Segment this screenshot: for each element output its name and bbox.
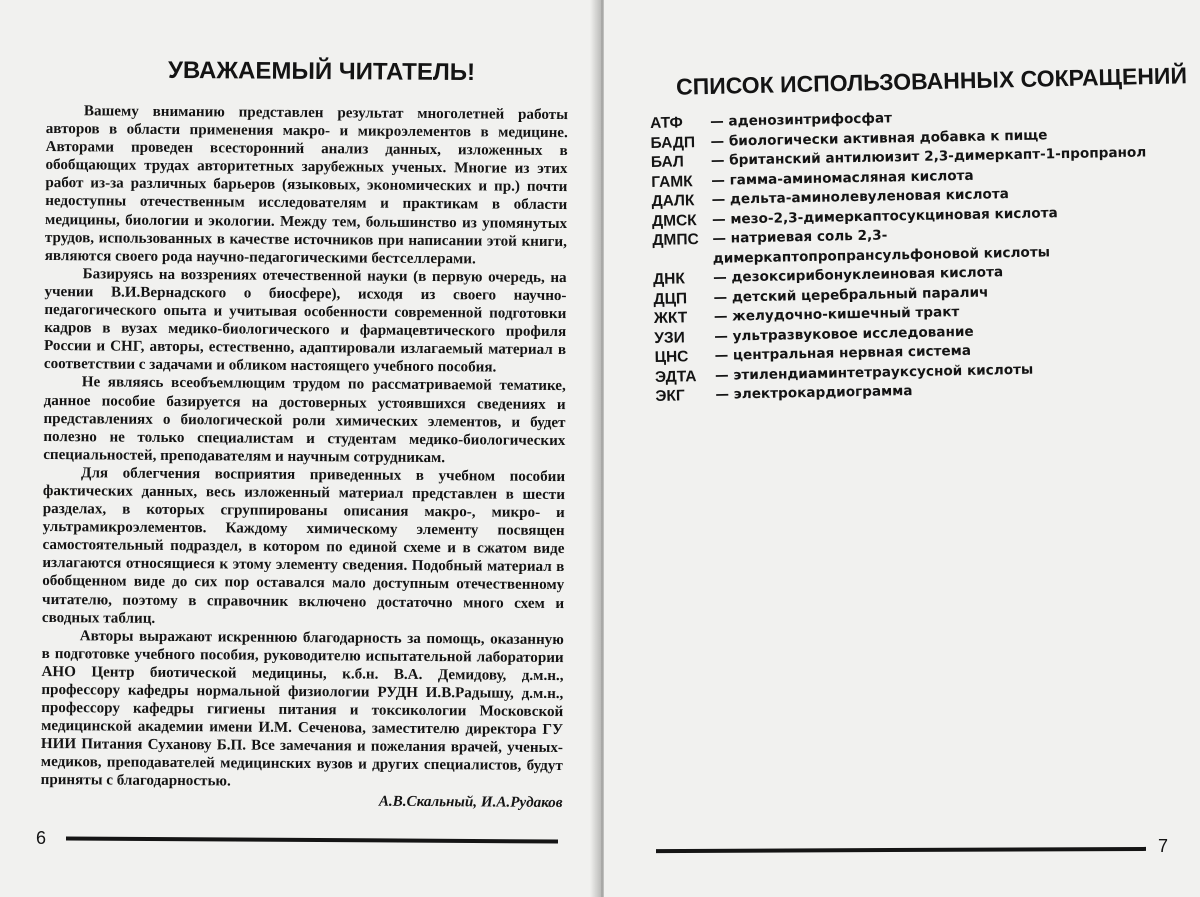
left-page-heading: УВАЖАЕМЫЙ ЧИТАТЕЛЬ!: [167, 56, 476, 87]
abbreviation-definition: — дезоксирибонуклеиновая кислота: [713, 264, 1004, 286]
abbreviation-definition: — детский церебральный паралич: [713, 284, 989, 306]
abbreviation-term: УЗИ: [654, 328, 685, 347]
abbreviation-definition: — центральная нервная система: [714, 342, 972, 364]
abbreviation-term: ДАЛК: [651, 192, 695, 210]
right-page-heading: СПИСОК ИСПОЛЬЗОВАННЫХ СОКРАЩЕНИЙ: [675, 62, 1188, 100]
preface-paragraph: Авторы выражают искреннюю благодарность за помощь, оказанную в подготовке учебного пособия, руководителю испытательной лаборатории АНО Центр биотической медицины, к.б.н. В.А. Демидову, д.м.н., профессору кафедры нормальной физиологии РУДН И.В.Радышу, д.м.н., профессору кафедры гигиены питания и токсикологии Московской медицинской академии имени И.М. Сеченова, заместителю директора ГУ НИИ Питания Суханову Б.П. Все замечания и пожелания врачей, ученых-медиков, преподавателей медицинских вузов и других специалистов, будут приняты с благодарностью.: [40, 628, 564, 790]
page-number-left: 6: [36, 828, 47, 848]
preface-text: [40, 102, 568, 812]
abbreviation-definition: — дельта-аминолевуленовая кислота: [711, 186, 1010, 208]
abbreviation-term: ДНК: [653, 270, 686, 288]
abbreviation-term: БАЛ: [650, 153, 684, 171]
abbreviation-definition: — британский антилюизит 2,3-димеркапт-1-пропранол: [710, 144, 1147, 169]
abbreviation-definition: — этилендиаминтетрауксусной кислоты: [714, 361, 1034, 384]
abbreviation-term: ЭКГ: [655, 387, 685, 405]
abbreviation-term: БАДП: [650, 133, 696, 152]
abbreviation-definition: — биологически активная добавка к пище: [710, 126, 1048, 150]
abbreviation-term: ДМСК: [651, 211, 697, 230]
abbreviation-list: [650, 104, 1156, 406]
abbreviation-term: ГАМК: [651, 172, 693, 191]
abbreviation-definition: — мезо-2,3-димеркаптосукциновая кислота: [711, 204, 1058, 228]
preface-paragraph: Для облегчения восприятия приведенных в учебном пособии фактических данных, весь изложенный материал представлен в шести разделах, в которых сгруппированы описания макро-, микро- и ультрамикроэлементов. Каждому химическому элементу посвящен самостоятельный подраздел, в котором по единой схеме и в сжатом виде излагаются относящиеся к этому элементу сведения. Подобный материал в обобщенном виде до сих пор оставался мало доступным отечественному читателю, поэтому в справочник включено достаточно много схем и сводных таблиц.: [41, 465, 566, 627]
preface-paragraph: Не являясь всеобъемлющим трудом по рассматриваемой тематике, данное пособие базируется на достоверных устоявшихся сведениях и представлениях о биологической роли химических элементов, и будет полезно не только специалистам и студентам медико-биологических специальностей, преподавателям и научным сотрудникам.: [43, 374, 566, 466]
authors-signature: А.В.Скальный, И.А.Рудаков: [378, 793, 563, 811]
abbreviation-definition: — натриевая соль 2,3-димеркаптопропрансульфоновой кислоты: [712, 227, 1051, 267]
abbreviation-term: ЭДТА: [654, 367, 697, 386]
abbreviation-term: ДЦП: [653, 289, 688, 308]
abbreviation-definition: — ультразвуковое исследование: [714, 323, 974, 345]
abbreviation-term: ЦНС: [654, 348, 689, 366]
abbreviation-definition: — аденозинтрифосфат: [710, 110, 893, 130]
page-number-right: 7: [1158, 836, 1169, 856]
abbreviation-term: ДМПС: [652, 231, 699, 249]
abbreviation-term: ЖКТ: [653, 309, 688, 327]
abbreviation-definition: — желудочно-кишечный тракт: [713, 304, 960, 325]
abbreviation-term: АТФ: [650, 114, 683, 132]
preface-paragraph: Вашему вниманию представлен результат многолетней работы авторов в области применения макро- и микроэлементов в медицине. Авторами проведен всесторонний анализ данных, изложенных в обобщающих трудах авторитетных зарубежных ученых. Многие из этих работ из-за различных барьеров (языковых, экономических и пр.) почти недоступны отечественным исследователям и практикам в области медицины, биологии и экологии. Между тем, большинство из упомянутых трудов, использованных в качестве источников при написании этой книги, являются своего рода научно-педагогическими бестселлерами.: [44, 103, 568, 268]
abbreviation-definition: — гамма-аминомасляная кислота: [711, 167, 974, 189]
preface-paragraph: Базируясь на воззрениях отечественной науки (в первую очередь, на учении В.И.Вернадского о биосфере), исходя из своего научно-педагогического опыта и учитывая особенности современной подготовки кадров в вузах медико-биологического и фармацевтического профиля России и СНГ, авторы, естественно, адаптировали излагаемый материал в соответствии с задачами и обликом настоящего учебного пособия.: [43, 266, 567, 376]
abbreviation-definition: — электрокардиограмма: [715, 383, 913, 403]
footer-rule-left: [66, 836, 558, 843]
